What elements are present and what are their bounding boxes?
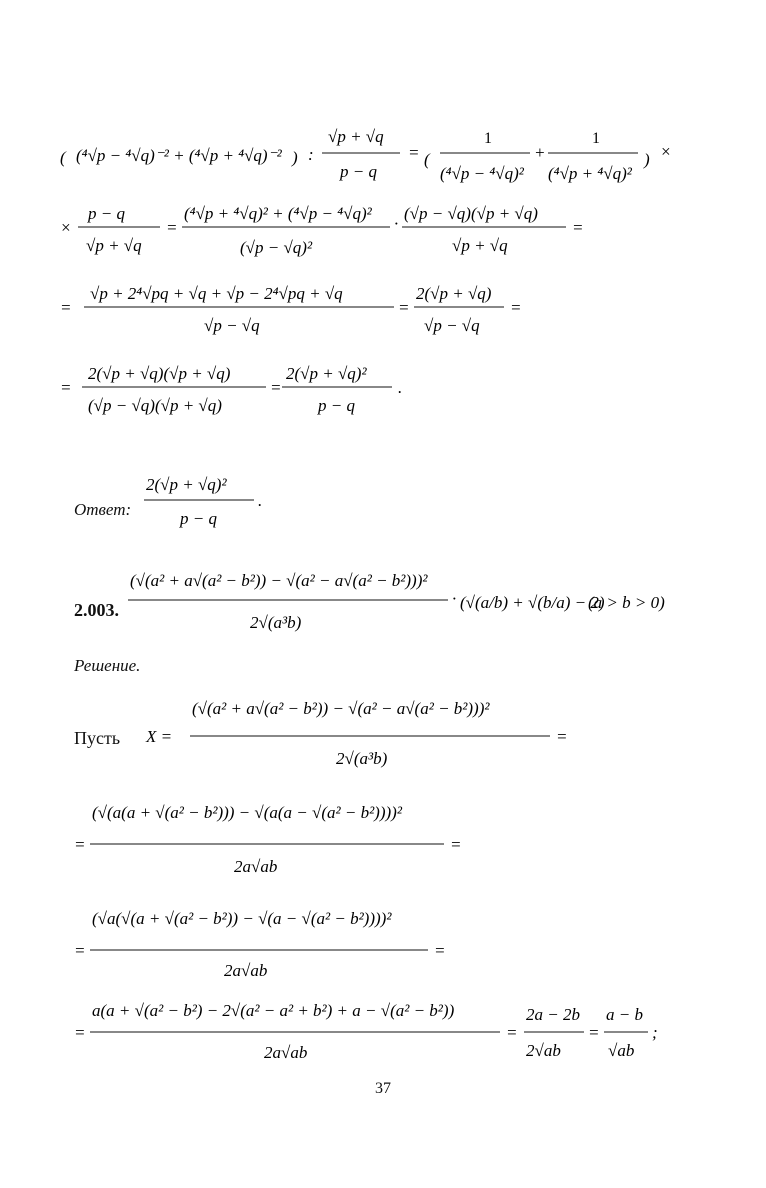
frac-den: (√p − √q)² [240, 238, 313, 257]
one: 1 [484, 130, 492, 147]
equals: = [572, 218, 584, 237]
s2-num: (√(a(a + √(a² − b²))) − √(a(a − √(a² − b²))))² [92, 803, 402, 822]
answer-den: p − q [180, 509, 217, 528]
frac-den: √p − √q [204, 316, 260, 335]
step-4-svg [74, 986, 694, 1076]
equation-1-line-3-svg [60, 275, 680, 345]
equals: = [398, 298, 410, 317]
x-definition-svg [146, 680, 586, 780]
step-3 [74, 884, 494, 984]
answer-svg [140, 464, 280, 534]
one: 1 [592, 130, 600, 147]
frac-num: p − q [88, 204, 125, 223]
equals: = [450, 835, 462, 854]
problem-den: 2√(a³b) [250, 613, 302, 632]
problem-svg [128, 552, 668, 652]
equation-1-line-4 [60, 355, 680, 425]
problem-number: 2.003. [74, 600, 119, 620]
dot: · [452, 589, 457, 608]
frac-den: (⁴√p + ⁴√q)² [548, 164, 632, 183]
paren: ) [644, 150, 650, 169]
equals: = [510, 298, 522, 317]
x-lhs: X = [146, 727, 173, 746]
x-definition [146, 680, 586, 780]
plus: + [534, 143, 546, 162]
frac-den: p − q [318, 396, 355, 415]
answer-expression [140, 464, 280, 534]
equation-1-line-1-svg [60, 115, 700, 190]
problem-expression [128, 552, 668, 652]
let-label: Пусть [74, 728, 121, 748]
frac-den: (√p − √q)(√p + √q) [88, 396, 222, 415]
paren: ) [292, 148, 298, 167]
step-2-svg [74, 778, 494, 878]
s4-r1-den: 2√ab [526, 1041, 561, 1060]
frac-num: (⁴√p + ⁴√q)² + (⁴√p − ⁴√q)² [184, 204, 372, 223]
problem-num: (√(a² + a√(a² − b²)) − √(a² − a√(a² − b²)))² [130, 571, 428, 590]
equals: = [74, 835, 86, 854]
times: × [660, 142, 672, 161]
frac-den: √p + √q [86, 236, 142, 255]
dot: · [394, 214, 399, 233]
s4-den: 2a√ab [264, 1043, 308, 1062]
equals: = [60, 378, 72, 397]
equals: = [74, 1023, 86, 1042]
equals: = [60, 298, 72, 317]
equals: = [270, 378, 282, 397]
equation-1-line-3 [60, 275, 680, 345]
period: . [398, 378, 403, 397]
page-number: 37 [375, 1080, 391, 1097]
frac-den: √p + √q [452, 236, 508, 255]
s3-den: 2a√ab [224, 961, 268, 980]
equals: = [556, 727, 568, 746]
equation-1-line-2 [60, 195, 680, 265]
equals: = [506, 1023, 518, 1042]
paren: ( [424, 150, 430, 169]
colon: : [308, 145, 314, 164]
frac-den: p − q [340, 162, 377, 181]
s3-num: (√a(√(a + √(a² − b²)) − √(a − √(a² − b²))))² [92, 909, 392, 928]
equation-1-line-2-svg [60, 195, 680, 265]
eq1-lhs-expr-a: (⁴√p − ⁴√q)⁻² + (⁴√p + ⁴√q)⁻² [76, 146, 282, 165]
equals: = [588, 1023, 600, 1042]
s2-den: 2a√ab [234, 857, 278, 876]
s4-r2-den: √ab [608, 1041, 635, 1060]
equals: = [434, 941, 446, 960]
frac-num: √p + 2⁴√pq + √q + √p − 2⁴√pq + √q [90, 284, 343, 303]
step-4 [74, 986, 694, 1076]
x-den: 2√(a³b) [336, 749, 388, 768]
solution-label: Решение. [74, 656, 141, 675]
equals: = [74, 941, 86, 960]
x-num: (√(a² + a√(a² − b²)) − √(a² − a√(a² − b²)))² [192, 699, 490, 718]
equation-1-line-4-svg [60, 355, 680, 425]
problem-factor: (√(a/b) + √(b/a) − 2) [460, 593, 605, 612]
frac-den: √p − √q [424, 316, 480, 335]
frac-num: 2(√p + √q)² [286, 364, 367, 383]
frac-num: √p + √q [328, 127, 384, 146]
period: . [258, 491, 263, 510]
step-2 [74, 778, 494, 878]
semicolon: ; [652, 1023, 658, 1042]
equals: = [166, 218, 178, 237]
equation-1-line-1 [60, 115, 700, 190]
frac-num: 2(√p + √q) [416, 284, 492, 303]
frac-den: (⁴√p − ⁴√q)² [440, 164, 524, 183]
step-3-svg [74, 884, 494, 984]
problem-condition: (a > b > 0) [588, 593, 665, 612]
s4-num: a(a + √(a² − b²) − 2√(a² − a² + b²) + a − √(a² − b²)) [92, 1001, 455, 1020]
s4-r1-num: 2a − 2b [526, 1005, 580, 1024]
paren: ( [60, 148, 66, 167]
s4-r2-num: a − b [606, 1005, 643, 1024]
answer-num: 2(√p + √q)² [146, 475, 227, 494]
frac-num: 2(√p + √q)(√p + √q) [88, 364, 231, 383]
times: × [60, 218, 72, 237]
equals: = [408, 143, 420, 162]
frac-num: (√p − √q)(√p + √q) [404, 204, 538, 223]
answer-label: Ответ: [74, 500, 132, 519]
